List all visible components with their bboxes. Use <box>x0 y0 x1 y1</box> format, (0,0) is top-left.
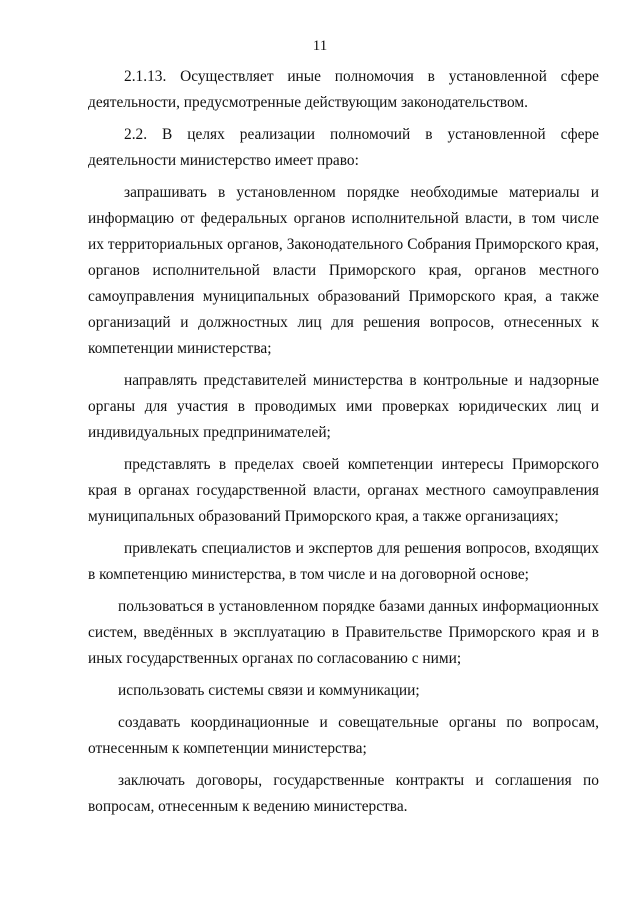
document-body <box>88 64 599 820</box>
list-item-conclude-contracts: заключать договоры, государственные контракты и соглашения по вопросам, отнесенным к ведению министерства. <box>88 772 599 815</box>
paragraph-2-2: 2.2. В целях реализации полномочий в установленной сфере деятельности министерство имеет право: <box>88 126 599 169</box>
page-number: 11 <box>312 38 328 54</box>
list-item-use-communications: использовать системы связи и коммуникации; <box>118 682 420 699</box>
list-item-request-materials: запрашивать в установленном порядке необходимые материалы и информацию от федеральных органов исполнительной власти, в том числе их территориальных органов, Законодательного Собрания Приморского края, органов исполнительной власти Приморского края, органов местного самоуправления муниципальных образований Приморского края, а также организаций и должностных лиц для решения вопросов, отнесенных к компетенции министерства; <box>88 184 599 357</box>
list-item-send-representatives: направлять представителей министерства в контрольные и надзорные органы для участия в проводимых ими проверках юридических лиц и индивидуальных предпринимателей; <box>88 372 599 441</box>
paragraph-2-1-13: 2.1.13. Осуществляет иные полномочия в установленной сфере деятельности, предусмотренные действующим законодательством. <box>88 68 599 111</box>
list-item-represent-interests: представлять в пределах своей компетенции интересы Приморского края в органах государственной власти, органах местного самоуправления муниципальных образований Приморского края, а также организациях; <box>88 456 599 525</box>
list-item-create-bodies: создавать координационные и совещательные органы по вопросам, отнесенным к компетенции министерства; <box>88 714 599 757</box>
list-item-use-databases: пользоваться в установленном порядке базами данных информационных систем, введённых в эксплуатацию в Правительстве Приморского края и в иных государственных органах по согласованию с ними; <box>88 598 599 667</box>
list-item-engage-specialists: привлекать специалистов и экспертов для решения вопросов, входящих в компетенцию министерства, в том числе и на договорной основе; <box>88 540 599 583</box>
